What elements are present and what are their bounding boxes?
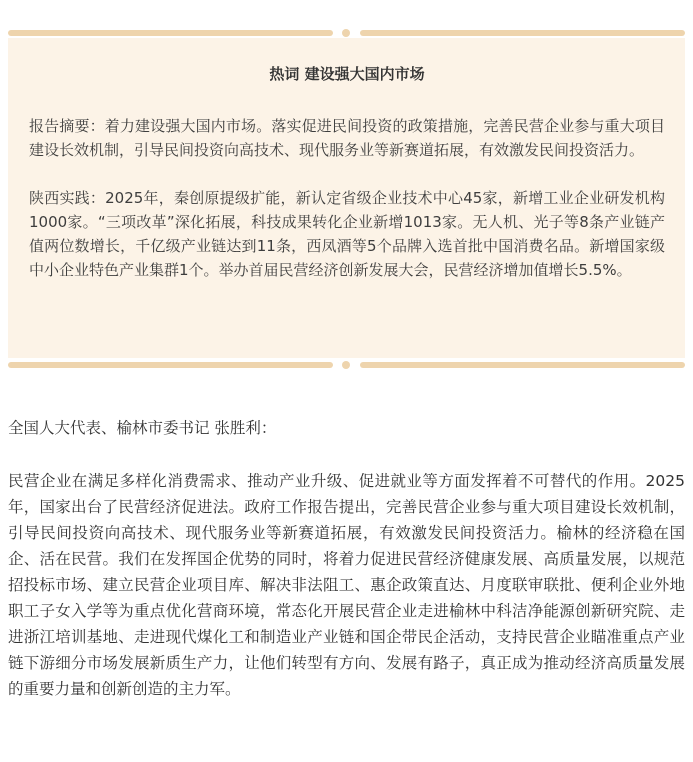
speaker-line: 全国人大代表、榆林市委书记 张胜利：: [8, 419, 277, 437]
report-summary: 报告摘要：着力建设强大国内市场。落实促进民间投资的政策措施，完善民营企业参与重大项目建设长效机制，引导民间投资向高技术、现代服务业等新赛道拓展，有效激发民间投资活力。: [29, 117, 665, 159]
divider-dot: [342, 29, 350, 37]
divider-bar-left: [8, 30, 333, 36]
divider-bar-left: [8, 362, 333, 368]
shaanxi-practice: 陕西实践：2025年，秦创原提级扩能，新认定省级企业技术中心45家，新增工业企业研发机构1000家。“三项改革”深化拓展，科技成果转化企业新增1013家。无人机、光子等8条产业链产值两位数增长，千亿级产业链达到11条，西凤酒等5个品牌入选首批中国消费名品。新增国家级中小企业特色产业集群1个。举办首届民营经济创新发展大会，民营经济增加值增长5.5%。: [29, 189, 665, 279]
top-divider: [8, 29, 685, 37]
speech-body: 民营企业在满足多样化消费需求、推动产业升级、促进就业等方面发挥着不可替代的作用。2025年，国家出台了民营经济促进法。政府工作报告提出，完善民营企业参与重大项目建设长效机制，引导民间投资向高技术、现代服务业等新赛道拓展，有效激发民间投资活力。榆林的经济稳在国企、活在民营。我们在发挥国企优势的同时，将着力促进民营经济健康发展、高质量发展，以规范招投标市场、建立民营企业项目库、解决非法阻工、惠企政策直达、月度联审联批、便利企业外地职工子女入学等为重点优化营商环境，常态化开展民营企业走进榆林中科洁净能源创新研究院、走进浙江培训基地、走进现代煤化工和制造业产业链和国企带民企活动，支持民营企业瞄准重点产业链下游细分市场发展新质生产力，让他们转型有方向、发展有路子，真正成为推动经济高质量发展的重要力量和创新创造的主力军。: [8, 472, 685, 698]
divider-dot: [342, 361, 350, 369]
hot-word-title: 热词 建设强大国内市场: [269, 65, 425, 83]
hot-word-box: [8, 38, 685, 358]
bottom-divider: [8, 361, 685, 369]
divider-bar-right: [360, 30, 685, 36]
divider-bar-right: [360, 362, 685, 368]
